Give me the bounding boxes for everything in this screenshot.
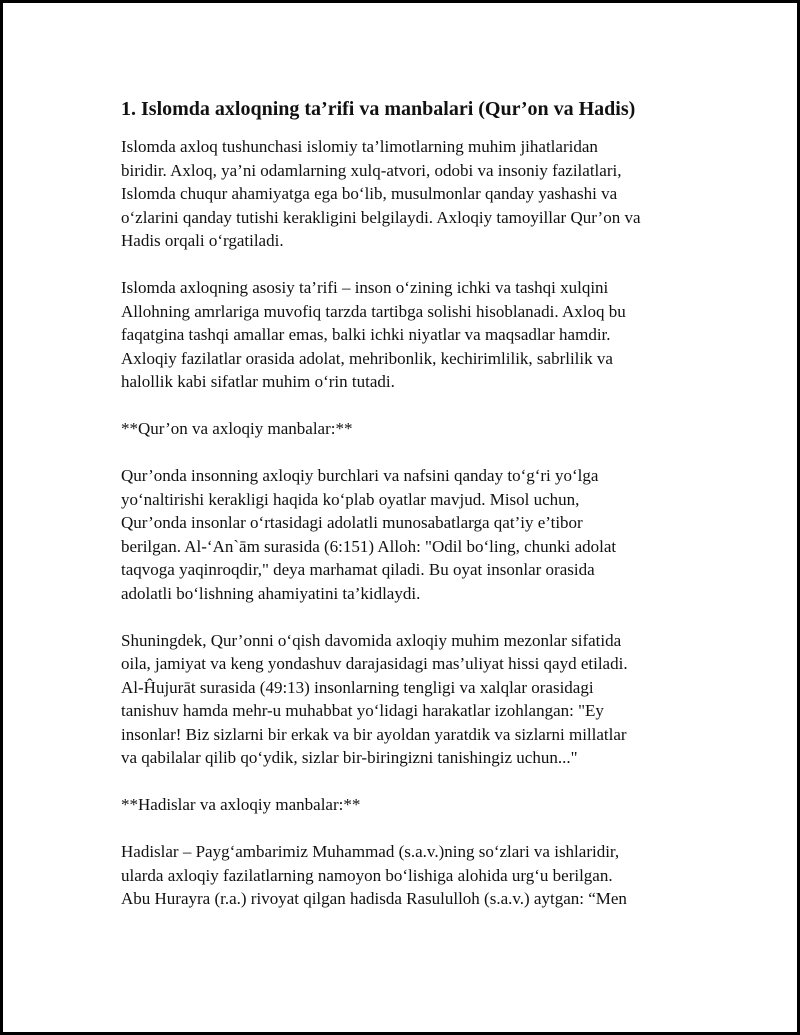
text-line: adolatli bo‘lishning ahamiyatini ta’kidlaydi.: [121, 583, 421, 603]
document-body: [121, 96, 711, 934]
text-line: oila, jamiyat va keng yondashuv darajasidagi mas’uliyat hissi qayd etiladi.: [121, 654, 628, 673]
text-line: **Qur’on va axloqiy manbalar:**: [121, 419, 353, 438]
text-line: va qabilalar qilib qo‘ydik, sizlar bir-biringizni tanishingiz uchun...": [121, 748, 578, 767]
text-line: taqvoga yaqinroqdir," deya marhamat qiladi. Bu oyat insonlar orasida: [121, 560, 595, 579]
text-line: Axloqiy fazilatlar orasida adolat, mehribonlik, kechirimlilik, sabrlilik va: [121, 348, 613, 368]
text-line: biridir. Axloq, ya’ni odamlarning xulq-atvori, odobi va insoniy fazilatlari,: [121, 160, 622, 180]
text-line: yo‘naltirishi kerakligi haqida ko‘plab oyatlar mavjud. Misol uchun,: [121, 489, 580, 509]
text-line: Al-Ĥujurāt surasida (49:13) insonlarning tengligi va xalqlar orasidagi: [121, 677, 594, 697]
text-line: Allohning amrlariga muvofiq tarzda tartibga solishi hisoblanadi. Axloq bu: [121, 301, 626, 321]
text-line: Qur’onda insonning axloqiy burchlari va nafsini qanday to‘g‘ri yo‘lga: [121, 466, 599, 485]
paragraph-definition-intro: [121, 135, 711, 253]
paragraph-basic-definition: [121, 276, 711, 394]
text-line: o‘zlarini qanday tutishi kerakligini belgilaydi. Axloqiy tamoyillar Qur’on va: [121, 207, 641, 227]
text-line: tanishuv hamda mehr-u muhabbat yo‘lidagi harakatlar izohlangan: "Ey: [121, 701, 604, 720]
text-line: faqatgina tashqi amallar emas, balki ichki niyatlar va maqsadlar hamdir.: [121, 325, 611, 344]
text-line: Hadis orqali o‘rgatiladi.: [121, 231, 284, 250]
text-line: berilgan. Al-‘An`ām surasida (6:151) Alloh: "Odil bo‘ling, chunki adolat: [121, 536, 617, 556]
text-line: Qur’onda insonlar o‘rtasidagi adolatli munosabatlarga qat’iy e’tibor: [121, 513, 583, 532]
subheading-quran-sources: [121, 417, 711, 441]
text-line: ularda axloqiy fazilatlarning namoyon bo‘lishiga alohida urg‘u berilgan.: [121, 865, 613, 885]
text-line: Abu Hurayra (r.a.) rivoyat qilgan hadisda Rasululloh (s.a.v.) aytgan: “Men: [121, 889, 627, 908]
text-line: halollik kabi sifatlar muhim o‘rin tutadi.: [121, 372, 395, 391]
paragraph-quran-justice: [121, 464, 711, 605]
text-line: Islomda axloqning asosiy ta’rifi – inson o‘zining ichki va tashqi xulqini: [121, 278, 609, 297]
text-line: insonlar! Biz sizlarni bir erkak va bir ayoldan yaratdik va sizlarni millatlar: [121, 724, 627, 744]
paragraph-hadith: [121, 840, 711, 911]
text-line: Islomda axloq tushunchasi islomiy ta’limotlarning muhim jihatlaridan: [121, 137, 598, 156]
text-line: **Hadislar va axloqiy manbalar:**: [121, 795, 361, 814]
section-heading: 1. Islomda axloqning ta’rifi va manbalari (Qur’on va Hadis): [121, 98, 636, 120]
paragraph-quran-hujurat: [121, 629, 711, 770]
subheading-hadith-sources: [121, 793, 711, 817]
text-line: Hadislar – Payg‘ambarimiz Muhammad (s.a.v.)ning so‘zlari va ishlaridir,: [121, 842, 620, 861]
text-line: Shuningdek, Qur’onni o‘qish davomida axloqiy muhim mezonlar sifatida: [121, 630, 622, 650]
text-line: Islomda chuqur ahamiyatga ega bo‘lib, musulmonlar qanday yashashi va: [121, 184, 618, 203]
